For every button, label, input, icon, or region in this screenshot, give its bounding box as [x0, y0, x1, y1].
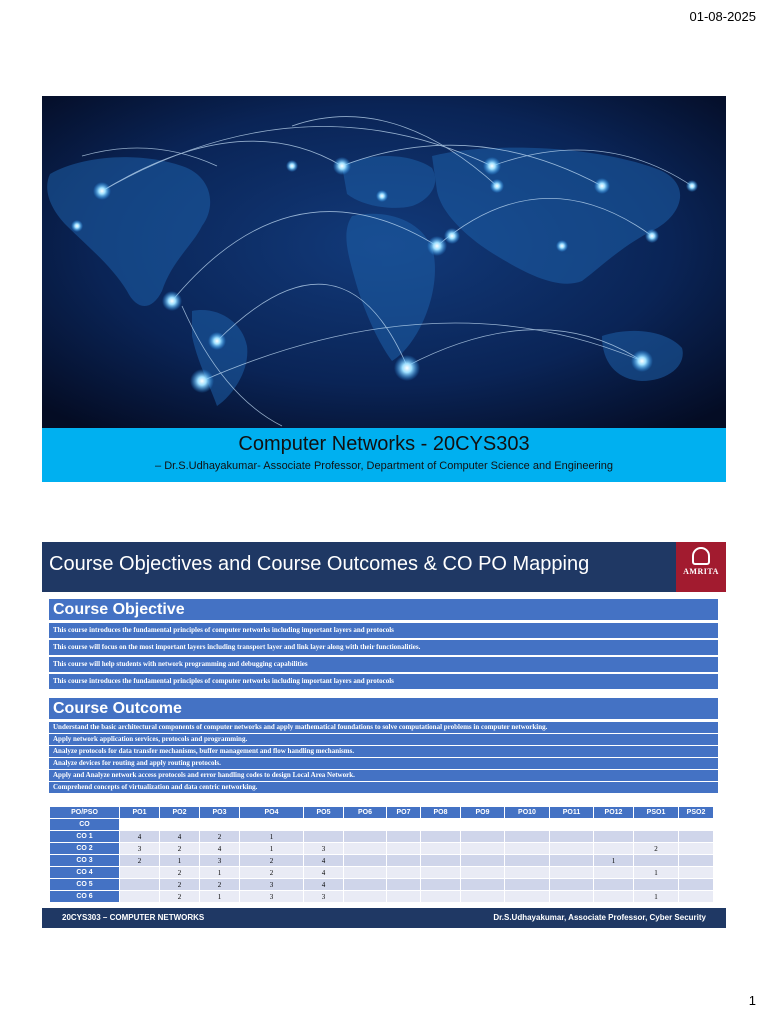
- slide1-subtitle: – Dr.S.Udhayakumar- Associate Professor, Department of Computer Science and Engineering: [155, 460, 613, 472]
- table-cell: [550, 867, 594, 879]
- table-cell: [594, 819, 634, 831]
- table-cell: [505, 891, 550, 903]
- table-cell: 3: [304, 891, 344, 903]
- table-cell: [344, 843, 387, 855]
- table-cell: 1: [200, 867, 240, 879]
- table-cell: [505, 819, 550, 831]
- table-cell: [387, 819, 421, 831]
- table-cell: [421, 819, 461, 831]
- table-row-label: CO 5: [50, 879, 120, 891]
- table-cell: 2: [160, 891, 200, 903]
- table-cell: [505, 843, 550, 855]
- objective-item: This course introduces the fundamental principles of computer networks including important layers and protocols: [49, 674, 718, 689]
- table-cell: [594, 843, 634, 855]
- table-cell: 4: [200, 843, 240, 855]
- footer-author: Dr.S.Udhayakumar, Associate Professor, Cyber Security: [493, 913, 706, 922]
- table-cell: 4: [304, 855, 344, 867]
- course-objectives-slide: [42, 542, 726, 928]
- table-cell: 2: [634, 843, 679, 855]
- page-date: 01-08-2025: [689, 9, 756, 24]
- outcome-item: Analyze devices for routing and apply routing protocols.: [49, 758, 718, 769]
- table-cell: [634, 831, 679, 843]
- table-cell: [421, 843, 461, 855]
- table-header-cell: PO1: [120, 807, 160, 819]
- table-cell: [679, 843, 714, 855]
- table-row: [50, 843, 714, 855]
- table-row: [50, 891, 714, 903]
- table-cell: [550, 843, 594, 855]
- table-header-cell: PSO1: [634, 807, 679, 819]
- table-cell: 1: [634, 891, 679, 903]
- table-row-label: CO 3: [50, 855, 120, 867]
- table-cell: [240, 819, 304, 831]
- table-cell: [304, 831, 344, 843]
- outcome-item: Comprehend concepts of virtualization and data centric networking.: [49, 782, 718, 793]
- table-header-cell: PO/PSO: [50, 807, 120, 819]
- table-cell: [387, 879, 421, 891]
- table-cell: [679, 867, 714, 879]
- table-header-cell: PO12: [594, 807, 634, 819]
- course-outcome-heading: Course Outcome: [49, 698, 718, 719]
- table-cell: [634, 819, 679, 831]
- table-header-cell: PO11: [550, 807, 594, 819]
- table-cell: [421, 855, 461, 867]
- table-header-cell: PO10: [505, 807, 550, 819]
- slide2-title: Course Objectives and Course Outcomes & CO PO Mapping: [49, 553, 590, 575]
- table-cell: 2: [160, 867, 200, 879]
- table-cell: [679, 819, 714, 831]
- table-header-cell: PSO2: [679, 807, 714, 819]
- table-cell: [344, 819, 387, 831]
- table-cell: 4: [160, 831, 200, 843]
- table-cell: [550, 855, 594, 867]
- table-cell: 2: [120, 855, 160, 867]
- table-cell: [594, 831, 634, 843]
- table-cell: [387, 843, 421, 855]
- table-cell: 2: [240, 855, 304, 867]
- table-row-label: CO 1: [50, 831, 120, 843]
- outcome-item: Apply and Analyze network access protocols and error handling codes to design Local Area Network.: [49, 770, 718, 781]
- table-cell: [679, 855, 714, 867]
- table-cell: [344, 831, 387, 843]
- table-cell: [679, 891, 714, 903]
- table-header-cell: PO7: [387, 807, 421, 819]
- table-cell: [594, 879, 634, 891]
- table-cell: [550, 891, 594, 903]
- table-cell: 1: [200, 891, 240, 903]
- table-cell: [505, 831, 550, 843]
- table-cell: [461, 831, 505, 843]
- table-row: [50, 819, 714, 831]
- objective-item: This course will help students with network programming and debugging capabilities: [49, 657, 718, 672]
- table-cell: [461, 867, 505, 879]
- table-cell: 3: [120, 843, 160, 855]
- amrita-logo: [676, 542, 726, 592]
- table-header-cell: PO8: [421, 807, 461, 819]
- table-header-cell: PO6: [344, 807, 387, 819]
- table-cell: [634, 855, 679, 867]
- table-row: [50, 879, 714, 891]
- table-cell: [344, 891, 387, 903]
- footer-course-code: 20CYS303 – COMPUTER NETWORKS: [62, 913, 205, 922]
- table-cell: [387, 831, 421, 843]
- table-cell: [679, 879, 714, 891]
- course-objective-heading: Course Objective: [49, 599, 718, 620]
- world-network-map-image: [42, 96, 726, 428]
- table-cell: [344, 855, 387, 867]
- table-cell: [461, 879, 505, 891]
- table-cell: 1: [594, 855, 634, 867]
- table-cell: [461, 891, 505, 903]
- outcome-item: Understand the basic architectural components of computer networks and apply mathematical foundations to solve computational problems in computer networking.: [49, 722, 718, 733]
- co-po-mapping-table: [49, 806, 714, 903]
- table-cell: [461, 819, 505, 831]
- table-row-label: CO: [50, 819, 120, 831]
- table-cell: 1: [240, 831, 304, 843]
- table-cell: [344, 879, 387, 891]
- table-cell: [550, 819, 594, 831]
- table-header-row: [50, 807, 714, 819]
- outcome-item: Analyze protocols for data transfer mechanisms, buffer management and flow handling mechanisms.: [49, 746, 718, 757]
- table-cell: [387, 867, 421, 879]
- table-cell: [120, 891, 160, 903]
- table-cell: [120, 819, 160, 831]
- page-number: 1: [748, 993, 756, 1008]
- table-cell: [421, 891, 461, 903]
- table-cell: 4: [304, 879, 344, 891]
- table-cell: 2: [200, 879, 240, 891]
- table-header-cell: PO5: [304, 807, 344, 819]
- table-cell: 2: [200, 831, 240, 843]
- table-cell: [505, 855, 550, 867]
- table-cell: [387, 891, 421, 903]
- table-cell: 3: [200, 855, 240, 867]
- table-cell: 1: [634, 867, 679, 879]
- table-cell: [679, 831, 714, 843]
- table-cell: [304, 819, 344, 831]
- table-cell: [550, 831, 594, 843]
- table-cell: [421, 867, 461, 879]
- table-cell: 3: [240, 879, 304, 891]
- logo-text: AMRITA: [683, 567, 719, 576]
- slide2-header: [42, 542, 726, 592]
- table-cell: 1: [160, 855, 200, 867]
- table-cell: [461, 843, 505, 855]
- table-cell: 4: [304, 867, 344, 879]
- table-row-label: CO 4: [50, 867, 120, 879]
- table-row: [50, 831, 714, 843]
- table-row: [50, 867, 714, 879]
- outcome-item: Apply network application services, protocols and programming.: [49, 734, 718, 745]
- table-cell: 1: [240, 843, 304, 855]
- table-row-label: CO 6: [50, 891, 120, 903]
- table-cell: [200, 819, 240, 831]
- table-cell: [505, 879, 550, 891]
- table-cell: 3: [304, 843, 344, 855]
- table-cell: [505, 867, 550, 879]
- table-cell: [120, 867, 160, 879]
- table-row: [50, 855, 714, 867]
- table-row-label: CO 2: [50, 843, 120, 855]
- table-cell: [387, 855, 421, 867]
- title-band: [42, 428, 726, 482]
- table-cell: [594, 891, 634, 903]
- table-cell: 2: [240, 867, 304, 879]
- objective-item: This course will focus on the most important layers including transport layer and link layer along with their functionalities.: [49, 640, 718, 655]
- table-cell: 2: [160, 843, 200, 855]
- table-cell: [120, 879, 160, 891]
- table-cell: [594, 867, 634, 879]
- table-body: [50, 819, 714, 903]
- table-header-cell: PO3: [200, 807, 240, 819]
- table-cell: [461, 855, 505, 867]
- seal-icon: [692, 547, 710, 565]
- table-header-cell: PO4: [240, 807, 304, 819]
- objective-item: This course introduces the fundamental principles of computer networks including important layers and protocols: [49, 623, 718, 638]
- table-cell: [160, 819, 200, 831]
- table-cell: [550, 879, 594, 891]
- table-cell: 2: [160, 879, 200, 891]
- table-cell: 3: [240, 891, 304, 903]
- table-header-cell: PO2: [160, 807, 200, 819]
- slide1-title: Computer Networks - 20CYS303: [238, 433, 530, 455]
- table-cell: [344, 867, 387, 879]
- title-slide: [42, 96, 726, 482]
- table-header-cell: PO9: [461, 807, 505, 819]
- table-cell: 4: [120, 831, 160, 843]
- table-cell: [421, 879, 461, 891]
- slide2-footer: [42, 908, 726, 928]
- table-cell: [421, 831, 461, 843]
- table-cell: [634, 879, 679, 891]
